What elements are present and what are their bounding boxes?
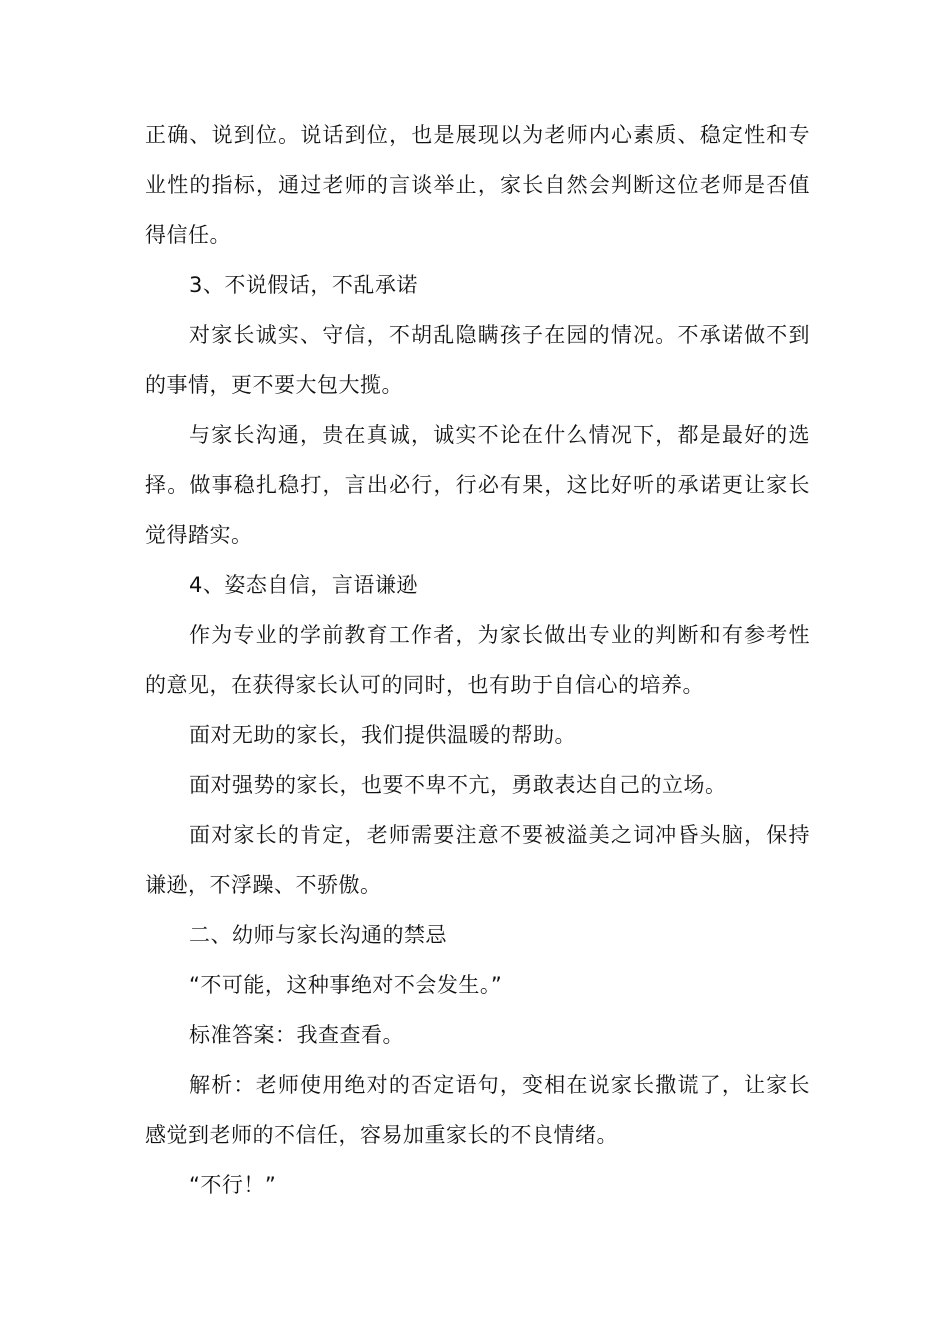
quote-paragraph: “不可能，这种事绝对不会发生。”	[189, 973, 503, 997]
quote-paragraph: “不行！”	[189, 1173, 277, 1197]
paragraph: 面对无助的家长，我们提供温暖的帮助。	[189, 723, 576, 747]
section-heading: 二、幼师与家长沟通的禁忌	[189, 923, 447, 947]
paragraph: 对家长诚实、守信，不胡乱隐瞒孩子在园的情况。不承诺做不到的事情，更不要大包大揽。	[145, 323, 810, 397]
paragraph: 正确、说到位。说话到位，也是展现以为老师内心素质、稳定性和专业性的指标，通过老师的言谈举止，家长自然会判断这位老师是否值得信任。	[145, 123, 810, 247]
paragraph: 解析：老师使用绝对的否定语句，变相在说家长撒谎了，让家长感觉到老师的不信任，容易加重家长的不良情绪。	[145, 1073, 810, 1147]
paragraph: 作为专业的学前教育工作者，为家长做出专业的判断和有参考性的意见，在获得家长认可的同时，也有助于自信心的培养。	[145, 623, 810, 697]
paragraph: 与家长沟通，贵在真诚，诚实不论在什么情况下，都是最好的选择。做事稳扎稳打，言出必行，行必有果，这比好听的承诺更让家长觉得踏实。	[145, 423, 810, 547]
document-body	[145, 110, 810, 1210]
paragraph: 标准答案：我查查看。	[189, 1023, 404, 1047]
section-heading: 3、不说假话，不乱承诺	[189, 273, 418, 297]
paragraph: 面对家长的肯定，老师需要注意不要被溢美之词冲昏头脑，保持谦逊，不浮躁、不骄傲。	[145, 823, 810, 897]
paragraph: 面对强势的家长，也要不卑不亢，勇敢表达自己的立场。	[189, 773, 727, 797]
section-heading: 4、姿态自信，言语谦逊	[189, 573, 418, 597]
